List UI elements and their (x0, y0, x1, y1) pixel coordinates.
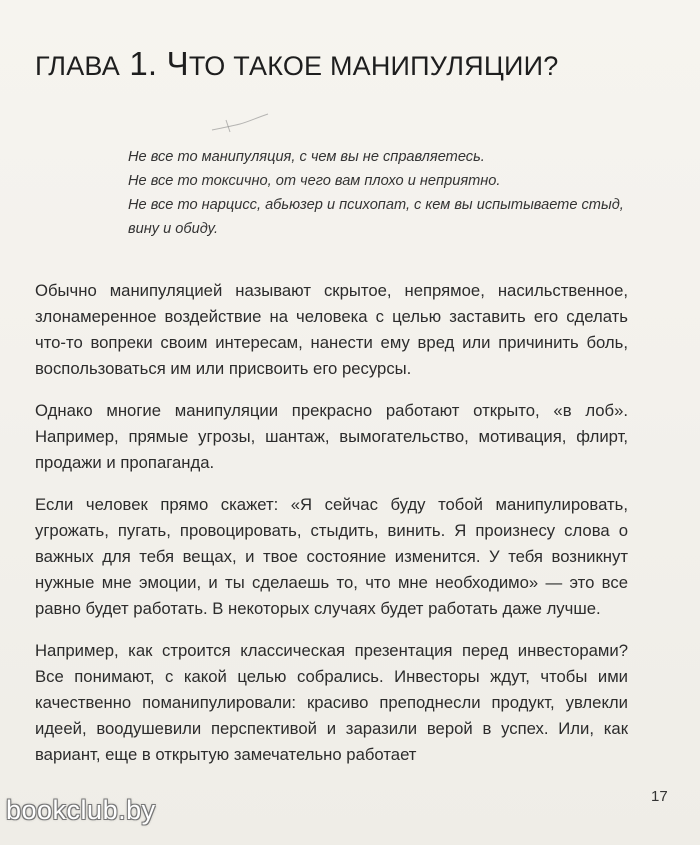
chapter-title-text: ТО ТАКОЕ МАНИПУЛЯЦИИ? (188, 51, 559, 81)
chapter-title (35, 47, 558, 80)
epigraph-line: Не все то токсично, от чего вам плохо и неприятно. (128, 173, 501, 189)
body-text (35, 278, 628, 768)
watermark-text: bookclub.by (6, 795, 156, 825)
epigraph-line: Не все то нарцисс, абьюзер и психопат, с кем вы испытываете стыд, вину и обиду. (128, 197, 624, 237)
page-number: 17 (651, 788, 668, 805)
chapter-label: ГЛАВА (35, 51, 120, 81)
paragraph: Если человек прямо скажет: «Я сейчас буду тобой манипулировать, угрожать, пугать, провоцировать, стыдить, винить. Я произнесу слова о важных для тебя вещах, и твое состояние изменится. У тебя возникнут нужные мне эмоции, и ты сделаешь то, что мне необходимо» — это все равно будет работать. В некоторых случаях будет работать даже лучше. (35, 495, 628, 618)
paragraph: Обычно манипуляцией называют скрытое, непрямое, насильственное, злонамеренное воздействие на человека с целью заставить его сделать что-то вопреки своим интересам, нанести ему вред или причинить боль, воспользоваться им или присвоить его ресурсы. (35, 281, 628, 378)
paragraph: Однако многие манипуляции прекрасно работают открыто, «в лоб». Например, прямые угрозы, шантаж, вымогательство, мотивация, флирт, продажи и пропаганда. (35, 401, 628, 472)
epigraph-line: Не все то манипуляция, с чем вы не справляетесь. (128, 149, 485, 165)
paragraph: Например, как строится классическая презентация перед инвесторами? Все понимают, с какой целью собрались. Инвесторы ждут, чтобы ими качественно поманипулировали: красиво преподнесли продукт, увлекли идеей, воодушевили перспективой и заразили верой в успех. Или, как вариант, еще в открытую замечательно работает (35, 641, 628, 764)
epigraph (128, 145, 648, 241)
chapter-title-initial: Ч (166, 45, 189, 82)
pen-stroke-mark (210, 108, 270, 138)
chapter-number: 1. (129, 45, 158, 82)
